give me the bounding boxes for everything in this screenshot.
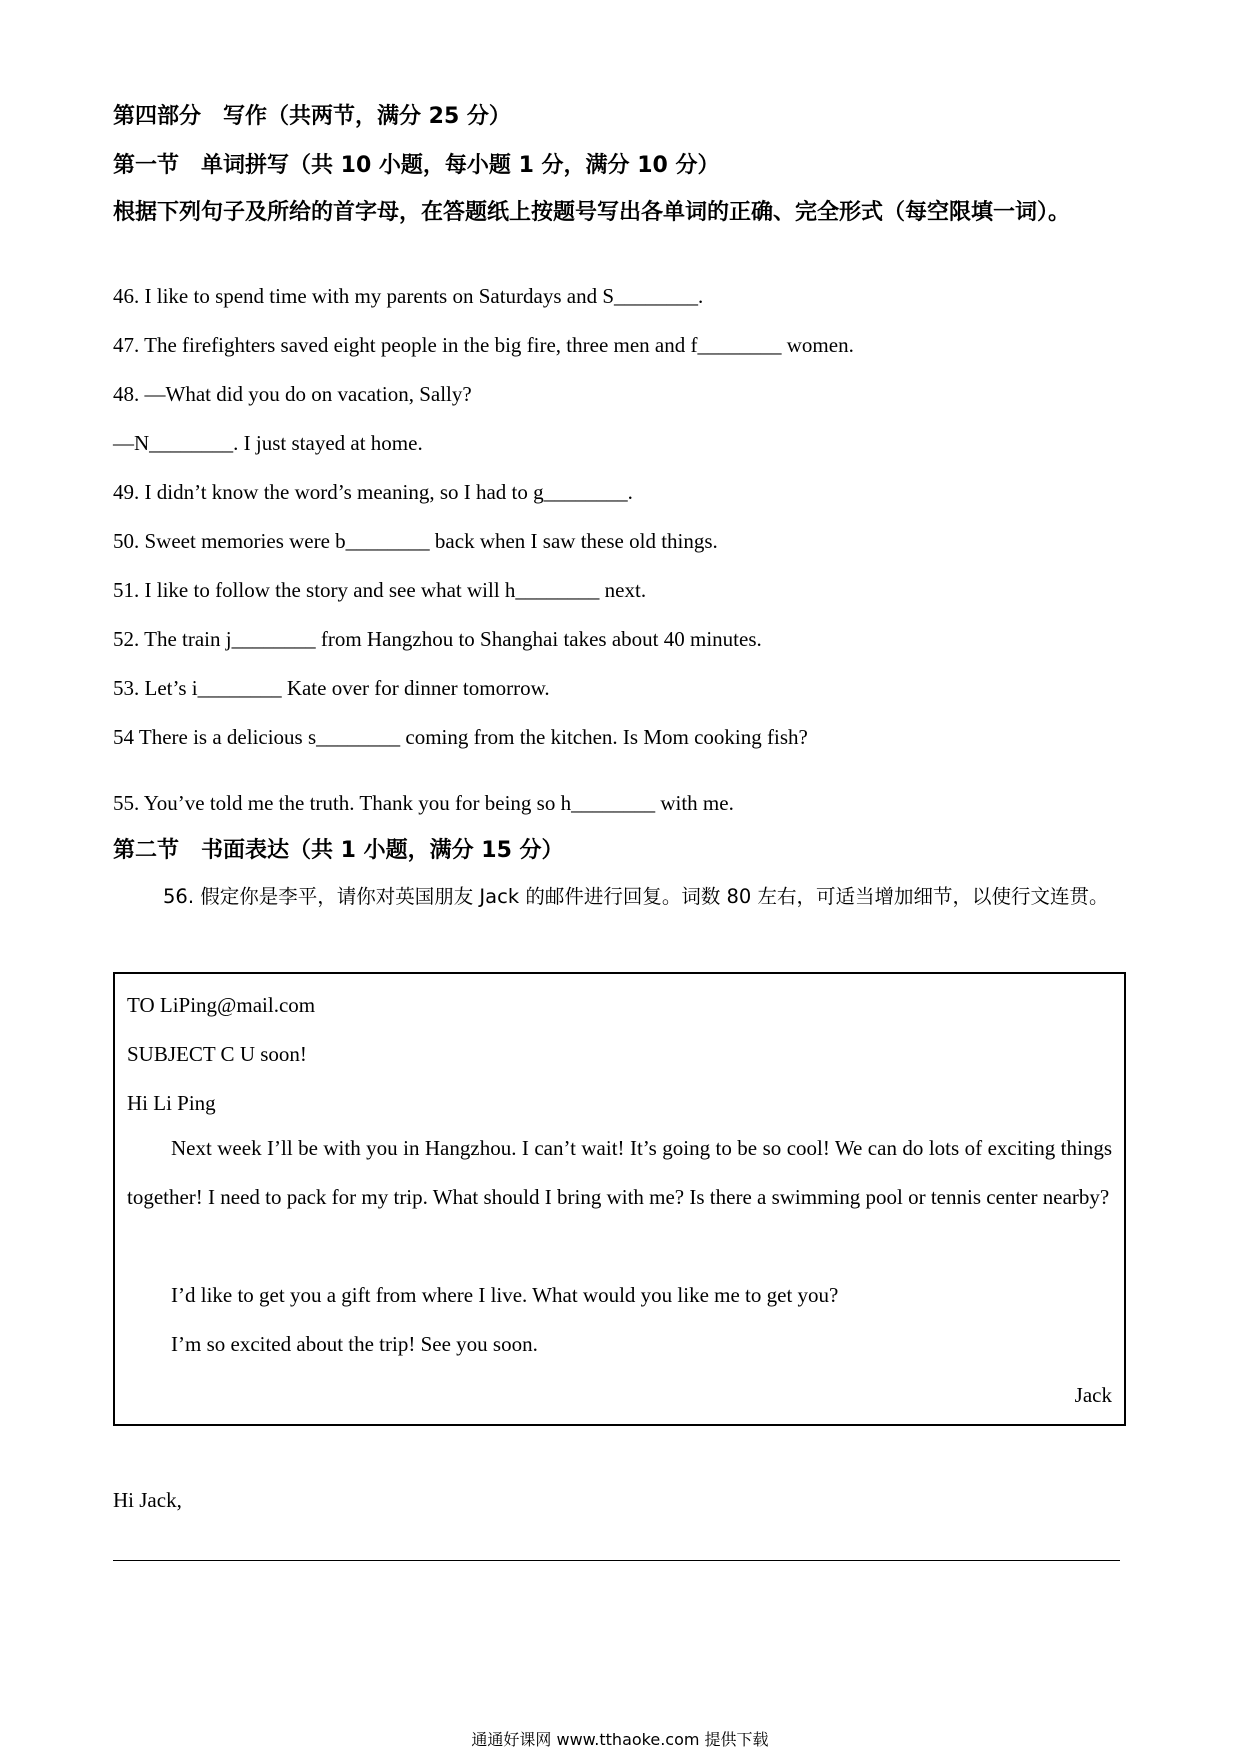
email-signature: Jack [1074,1383,1112,1407]
footer: 通通好课网 www.tthaoke.com 提供下载 [471,1730,769,1749]
section2-title: 第二节 书面表达（共 1 小题，满分 15 分） [113,838,564,863]
email-paragraph-3: I’m so excited about the trip! See you soon. [171,1332,538,1356]
answer-line [113,1560,1120,1561]
email-paragraph-1: Next week I’ll be with you in Hangzhou. I can’t wait! It’s going to be so cool! We can do lots of exciting things together! I need to pack for my trip. What should I bring with me? Is there a swimming pool or tennis center nearby? [127,1136,1112,1209]
email-paragraph-2: I’d like to get you a gift from where I live. What would you like me to get you? [171,1283,839,1307]
question-46: 46. I like to spend time with my parents on Saturdays and S________. [113,284,704,308]
question-50: 50. Sweet memories were b________ back when I saw these old things. [113,529,718,553]
question-53: 53. Let’s i________ Kate over for dinner tomorrow. [113,676,550,700]
section1-title: 第一节 单词拼写（共 10 小题，每小题 1 分，满分 10 分） [113,153,720,178]
email-to: TO LiPing@mail.com [127,993,316,1017]
question-48: 48. —What did you do on vacation, Sally? [113,382,472,406]
part-title: 第四部分 写作（共两节，满分 25 分） [113,104,511,129]
question-51: 51. I like to follow the story and see what will h________ next. [113,578,647,602]
writing-prompt: 56. 假定你是李平，请你对英国朋友 Jack 的邮件进行回复。词数 80 左右，可适当增加细节，以使行文连贯。 [163,885,1109,908]
email-greeting: Hi Li Ping [127,1091,216,1115]
section1-instruction: 根据下列句子及所给的首字母，在答题纸上按题号写出各单词的正确、完全形式（每空限填一词）。 [113,200,1071,225]
question-49: 49. I didn’t know the word’s meaning, so I had to g________. [113,480,633,504]
question-55: 55. You’ve told me the truth. Thank you for being so h________ with me. [113,791,734,815]
question-47: 47. The firefighters saved eight people in the big fire, three men and f________ women. [113,333,854,357]
email-subject: SUBJECT C U soon! [127,1042,307,1066]
question-54: 54 There is a delicious s________ coming from the kitchen. Is Mom cooking fish? [113,725,808,749]
email-box [113,972,1126,1426]
question-52: 52. The train j________ from Hangzhou to Shanghai takes about 40 minutes. [113,627,762,651]
answer-greeting: Hi Jack, [113,1488,182,1512]
question-48-answer: —N________. I just stayed at home. [113,431,423,455]
